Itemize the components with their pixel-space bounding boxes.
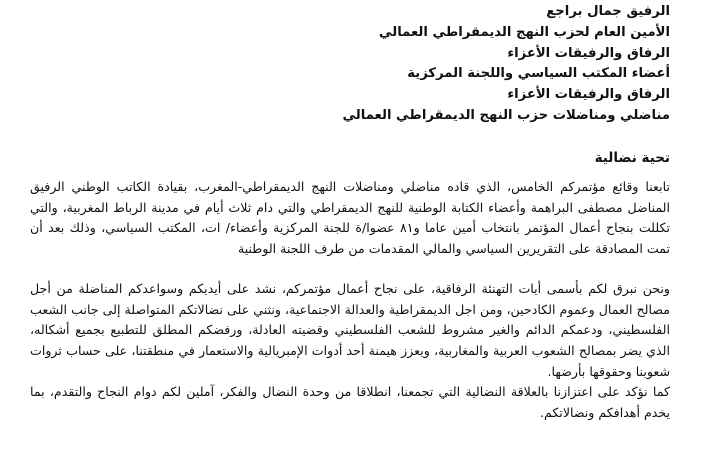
body-paragraph-3: كما نؤكد على اعتزازنا بالعلاقة النضالية التي تجمعنا، انطلاقا من وحدة النضال والفكر، آملين لكم دوام النجاح والتقدم، بما يخدم أهدافكم ونضالاتكم.	[30, 384, 670, 420]
salutation-line: الرفاق والرفيقات الأعزاء	[507, 45, 670, 61]
recipient-name: الرفيق جمال براجع	[546, 4, 670, 19]
body-paragraph-1: تابعنا وقائع مؤتمركم الخامس، الذي قاده مناضلي ومناضلات النهج الديمقراطي-المغرب، بقيادة الكاتب الوطني الرفيق المناضل مصطفى البراهمة وأعضاء الكتابة الوطنية للنهج الديمقراطي والتي دام ثلاث أيام في مدينة الرباط المغربية، والتي تكللت بنجاح أعمال المؤتمر بانتخاب أمين عاما و٨١ عضوا/ة للجنة المركزية وأعضاء/ ات، المكتب السياسي، وذلك بعد أن تمت المصادقة على التقريرين السياسي والمالي المقدمات من طرف اللجنة الوطنية	[30, 179, 670, 257]
addressee-bureau-line: أعضاء المكتب السياسي واللجنة المركزية	[407, 66, 670, 82]
salutation-line-repeat: الرفاق والرفيقات الأعزاء	[507, 87, 670, 103]
addressee-members-line: مناضلي ومناضلات حزب النهج الديمقراطي العمالي	[342, 107, 670, 123]
body-paragraph-2: ونحن نبرق لكم بأسمى أيات التهنئة الرفاقية، على نجاح أعمال مؤتمركم، نشد على أيديكم وسواعدكم المناضلة من أجل مصالح العمال وعموم الكادحين، ومن اجل الديمقراطية والعدالة الاجتماعية، ونثني على نضالاتكم المتواصلة إلى جانب الشعب الفلسطيني، ودعمكم الدائم والغير مشروط للشعب الفلسطيني وقضيته العادلة، ورفضكم المطلق للتطبيع بجميع أشكاله، الذي يضر بمصالح الشعوب العربية والمغاربية، ويعزز هيمنة أحد أدوات الإمبريالية والاستعمار في منطقتنا، على حساب ثروات شعوبنا وحقوقها بأرضها.	[30, 281, 670, 379]
greeting-heading: تحية نضالية	[594, 150, 670, 166]
recipient-title: الأمين العام لحزب النهج الديمقراطي العمالي	[378, 24, 670, 40]
letter-header	[30, 2, 670, 127]
